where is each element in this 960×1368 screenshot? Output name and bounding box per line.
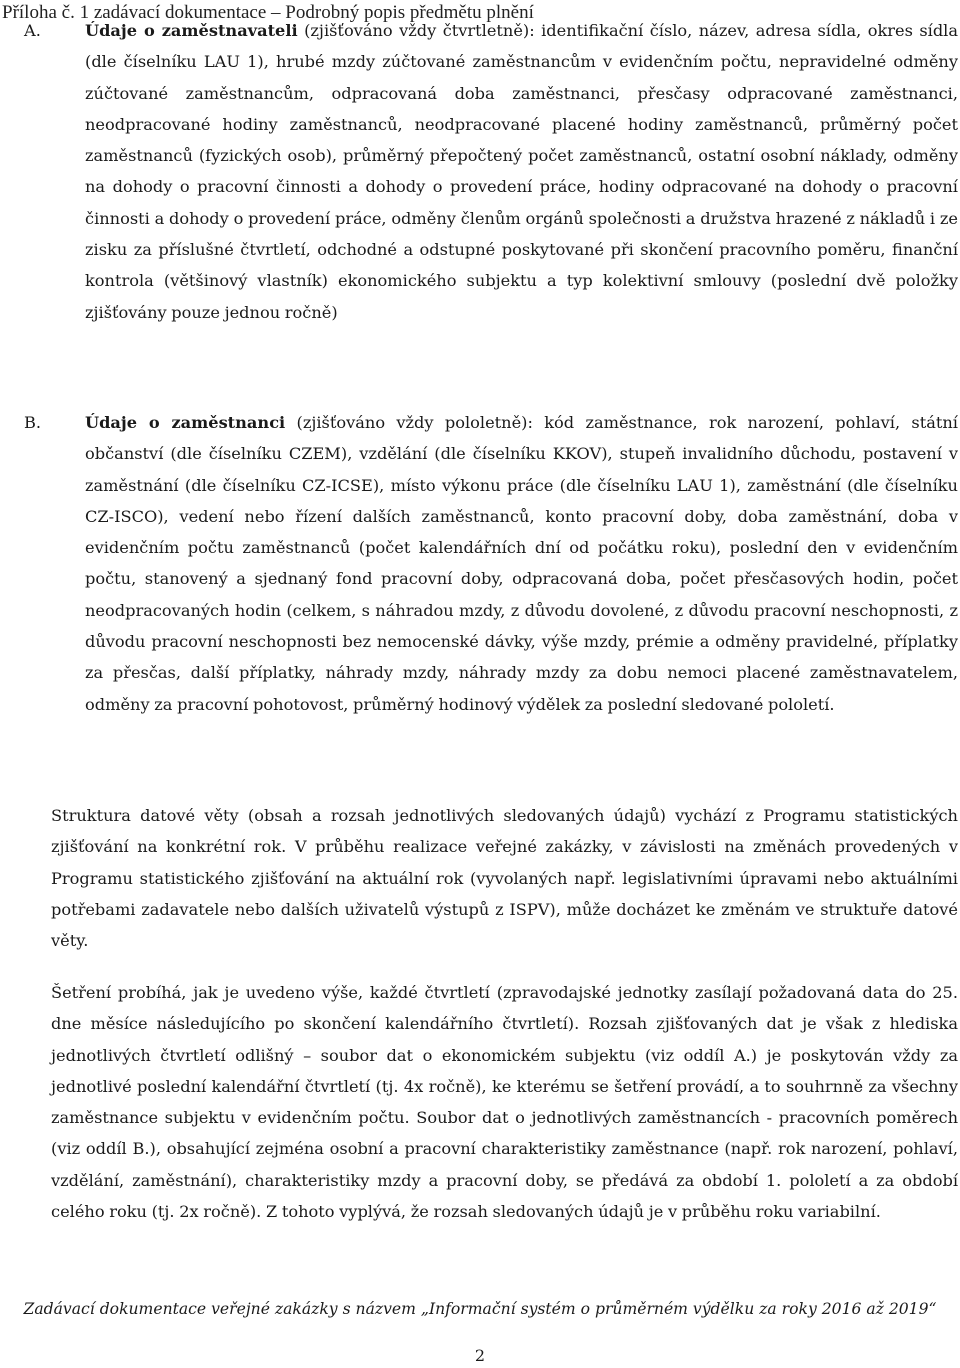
section-b-label: Údaje o zaměstnanci — [85, 413, 286, 432]
section-b-body: (zjišťováno vždy pololetně): kód zaměstnance, rok narození, pohlaví, státní občanství (dle číselníku CZEM), vzdělání (dle číselníku KKOV), stupeň invalidního důchodu, postavení v zaměstnání (dle číselníku CZ-ICSE), místo výkonu práce (dle číselníku LAU 1), zaměstnání (dle číselníku CZ-ISCO), vedení nebo řízení dalších zaměstnanců, konto pracovní doby, doba zaměstnání, doba v evidenčním počtu zaměstnanců (počet kalendářních dní od počátku roku), poslední den v evidenčním počtu, stanovený a sjednaný fond pracovní doby, odpracovaná doba, počet přesčasových hodin, počet neodpracovaných hodin (celkem, s náhradou mzdy, z důvodu dovolené, z důvodu pracovní neschopnosti, z důvodu pracovní neschopnosti bez nemocenské dávky, výše mzdy, prémie a odměny pravidelné, příplatky za přesčas, další příplatky, náhrady mzdy, náhrady mzdy za dobu nemoci placené zaměstnavatelem, odměny za pracovní pohotovost, průměrný hodinový výdělek za poslední sledované pololetí. — [85, 413, 958, 714]
page-header: Příloha č. 1 zadávací dokumentace – Podrobný popis předmětu plnění — [2, 2, 534, 23]
section-a — [24, 15, 958, 328]
paragraph-survey-schedule: Šetření probíhá, jak je uvedeno výše, každé čtvrtletí (zpravodajské jednotky zasílají požadovaná data do 25. dne měsíce následujícího po skončení kalendářního čtvrtletí). Rozsah zjišťovaných dat je však z hlediska jednotlivých čtvrtletí odlišný – soubor dat o ekonomickém subjektu (viz oddíl A.) je poskytován vždy za jednotlivé poslední kalendářní čtvrtletí (tj. 4x ročně), ke kterému se šetření provádí, a to souhrnně za všechny zaměstnance subjektu v evidenčním počtu. Soubor dat o jednotlivých zaměstnancích - pracovních poměrech (viz oddíl B.), obsahující zejména osobní a pracovní charakteristiky zaměstnance (např. rok narození, pohlaví, vzdělání, zaměstnání), charakteristiky mzdy a pracovní doby, se předává za období 1. pololetí a za období celého roku (tj. 2x ročně). Z tohoto vyplývá, že rozsah sledovaných údajů je v průběhu roku variabilní. — [51, 983, 958, 1222]
paragraph-data-structure: Struktura datové věty (obsah a rozsah jednotlivých sledovaných údajů) vychází z Programu statistických zjišťování na konkrétní rok. V průběhu realizace veřejné zakázky, v závislosti na změnách provedených v Programu statistického zjišťování na aktuální rok (vyvolaných např. legislativními úpravami nebo aktuálními potřebami zadavatele nebo dalších uživatelů výstupů z ISPV), může docházet ke změnám ve struktuře datové věty. — [51, 806, 958, 951]
page-footer: Zadávací dokumentace veřejné zakázky s názvem „Informační systém o průměrném výdělku za roky 2016 až 2019“ — [23, 1300, 937, 1318]
section-a-body: (zjišťováno vždy čtvrtletně): identifikační číslo, název, adresa sídla, okres sídla (dle číselníku LAU 1), hrubé mzdy zúčtované zaměstnancům v evidenčním počtu, nepravidelné odměny zúčtované zaměstnancům, odpracovaná doba zaměstnanci, přesčasy odpracované zaměstnanci, neodpracované hodiny zaměstnanců, neodpracované placené hodiny zaměstnanců, průměrný počet zaměstnanců (fyzických osob), průměrný přepočtený počet zaměstnanců, ostatní osobní náklady, odměny na dohody o pracovní činnosti a dohody o provedení práce, hodiny odpracované na dohody o pracovní činnosti a dohody o provedení práce, odměny členům orgánů společnosti a družstva hrazené z nákladů i ze zisku za příslušné čtvrtletí, odchodné a odstupné poskytované při skončení pracovního poměru, finanční kontrola (většinový vlastník) ekonomického subjektu a typ kolektivní smlouvy (poslední dvě položky zjišťovány pouze jednou ročně) — [85, 21, 959, 322]
section-b-text — [85, 407, 958, 720]
section-b — [24, 407, 958, 720]
section-a-label: Údaje o zaměstnavateli — [85, 21, 298, 40]
section-a-marker: A. — [24, 21, 41, 40]
section-a-text — [85, 15, 958, 328]
section-b-marker: B. — [24, 413, 42, 432]
page-number: 2 — [474, 1346, 486, 1365]
